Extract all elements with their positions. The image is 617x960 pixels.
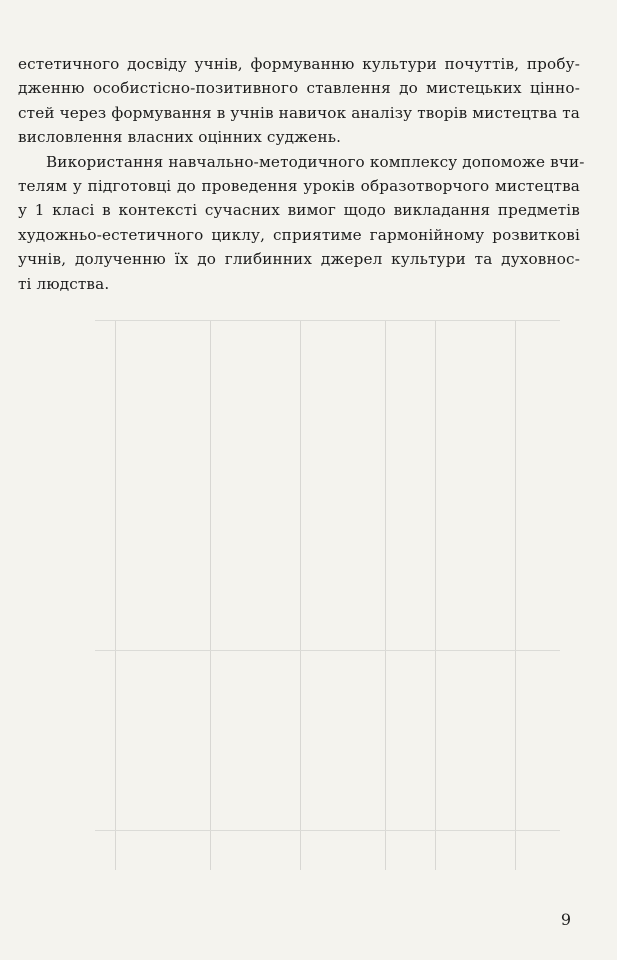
text-line: художньо-естетичного циклу, сприятиме гармонійному розвиткові — [18, 225, 580, 244]
text-line: телям у підготовці до проведення уроків образотворчого мистецтва — [18, 177, 580, 196]
text-line: у 1 класі в контексті сучасних вимог щодо викладання предметів — [18, 201, 580, 220]
text-line: дженню особистісно-позитивного ставлення до мистецьких цінно- — [18, 79, 580, 98]
text-line: стей через формування в учнів навичок аналізу творів мистецтва та — [18, 103, 581, 122]
paragraph-1 — [18, 52, 580, 150]
page-number: 9 — [560, 910, 571, 929]
paragraph-2 — [18, 150, 585, 296]
text-line: естетичного досвіду учнів, формуванню культури почуттів, пробу- — [18, 55, 580, 73]
text-line: ті людства. — [18, 274, 110, 293]
text-line: висловлення власних оцінних суджень. — [18, 128, 342, 147]
text-line: учнів, долученню їх до глибинних джерел культури та духовнос- — [18, 250, 580, 269]
body-text — [18, 52, 585, 296]
reverse-page-bleed-through — [95, 250, 600, 910]
text-line: Використання навчально-методичного комплексу допоможе вчи- — [46, 152, 585, 171]
